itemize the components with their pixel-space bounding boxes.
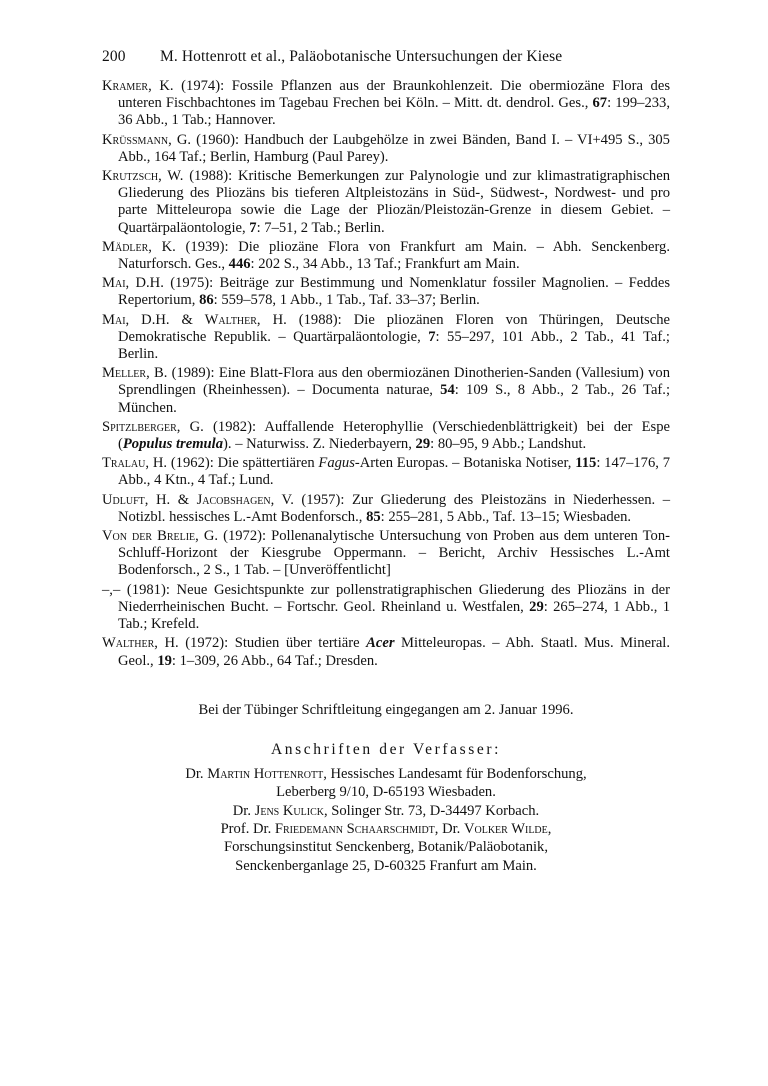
ref-title-pre: Auffallende Heterophyllie (Verschiedenblättrigkeit) bei der Espe ( — [118, 418, 670, 453]
reference-entry — [102, 275, 670, 309]
ref-rest: : 147–176, 7 Abb., 4 Ktn., 4 Taf.; Lund. — [118, 455, 671, 489]
ref-year: (1939): — [175, 238, 239, 255]
author-name: Martin Hottenrott — [207, 765, 324, 782]
ref-title-pre: Studien über tertiäre — [234, 635, 367, 652]
page-number: 200 — [102, 48, 126, 65]
ref-year: (1962): — [167, 455, 218, 472]
ref-volume: 7 — [428, 328, 436, 345]
reference-entry — [102, 365, 670, 417]
ref-author: Mai, D.H. & Walther, H. — [102, 311, 287, 328]
ref-rest: : 109 S., 8 Abb., 2 Tab., 26 Taf.; München. — [118, 382, 670, 416]
ref-year: (1988): — [286, 311, 354, 328]
author-name: Jens Kulick — [254, 802, 324, 819]
ref-taxon: Populus tremula — [122, 436, 224, 453]
ref-title: Die pliozäne Flora von Frankfurt am Main. – Abh. Senckenberg. Naturforsch. Ges., — [118, 238, 671, 273]
address-line: Senckenberganlage 25, D-60325 Franfurt am Main. — [235, 857, 537, 874]
address-text: , Solinger Str. 73, D-34497 Korbach. — [323, 802, 540, 819]
ref-volume: 54 — [440, 382, 455, 399]
ref-author: Meller, B. — [102, 365, 168, 382]
ref-taxon: Acer — [366, 635, 395, 652]
ref-rest: : 559–578, 1 Abb., 1 Tab., Taf. 33–37; Berlin. — [213, 292, 480, 309]
author-name: Friedemann Schaarschmidt — [274, 820, 435, 837]
ref-rest: : 7–51, 2 Tab.; Berlin. — [256, 219, 385, 236]
ref-title: Fossile Pflanzen aus der Braunkohlenzeit. Die obermiozäne Flora des unteren Fischbachtones im Tagebau Frechen bei Köln. – Mitt. dt. dendrol. Ges., — [118, 78, 670, 112]
author-name: Volker Wilde — [463, 820, 548, 837]
ref-taxon: Fagus — [318, 455, 355, 472]
address-line: Forschungsinstitut Senckenberg, Botanik/Paläobotanik, — [223, 839, 548, 856]
running-title: M. Hottenrott et al., Paläobotanische Untersuchungen der Kiese — [160, 48, 563, 65]
ref-rest: : 199–233, 36 Abb., 1 Tab.; Hannover. — [118, 95, 670, 129]
received-note: Bei der Tübinger Schriftleitung eingegangen am 2. Januar 1996. — [198, 701, 574, 718]
ref-author: Von der Brelie, G. — [102, 528, 219, 545]
ref-year: (1957): — [293, 491, 352, 508]
ref-volume: 86 — [199, 292, 214, 309]
author-addresses — [102, 765, 670, 875]
address-line: Leberberg 9/10, D-65193 Wiesbaden. — [276, 784, 496, 801]
ref-year: (1974): — [173, 78, 232, 94]
ref-author: Walther, H. — [102, 635, 179, 652]
ref-volume: 115 — [575, 455, 597, 472]
reference-entry — [102, 312, 670, 364]
ref-author: Mai, D.H. — [102, 275, 164, 292]
ref-year: (1989): — [167, 365, 219, 382]
address-prefix: Dr. — [185, 765, 208, 782]
ref-author: Krutzsch, W. — [102, 168, 184, 185]
ref-author: Udluft, H. & Jacobshagen, V. — [102, 491, 294, 508]
reference-entry — [102, 635, 670, 669]
ref-volume: 19 — [157, 652, 172, 669]
addresses-heading: Anschriften der Verfasser: — [270, 740, 501, 758]
ref-volume: 29 — [415, 436, 431, 453]
ref-title: -Arten Europas. – Botaniska Notiser, — [354, 455, 576, 472]
ref-rest: : 80–95, 9 Abb.; Landshut. — [430, 436, 587, 453]
ref-author: Tralau, H. — [102, 455, 168, 472]
address-line — [102, 820, 670, 838]
ref-title: Handbuch der Laubgehölze in zwei Bänden, Band I. – VI+495 S., 305 Abb., 164 Taf.; Berlin, Hamburg (Paul Parey). — [118, 131, 670, 165]
reference-entry — [102, 528, 670, 580]
address-line — [102, 802, 670, 820]
ref-author: Krüssmann, G. — [102, 131, 192, 148]
address-prefix: Dr. — [232, 802, 255, 819]
ref-author: Kramer, K. — [102, 78, 174, 94]
ref-year: (1972): — [178, 635, 235, 652]
ref-title: Mitteleuropas. – Abh. Staatl. Mus. Mineral. Geol., — [118, 635, 671, 669]
address-text: , — [547, 820, 552, 837]
ref-rest: : 255–281, 5 Abb., Taf. 13–15; Wiesbaden. — [380, 508, 632, 525]
ref-title: Die pliozänen Floren von Thüringen, Deutsche Demokratische Republik. – Quartärpaläontologie, — [118, 311, 670, 345]
ref-rest: : 1–309, 26 Abb., 64 Taf.; Dresden. — [171, 652, 378, 669]
address-line — [102, 765, 670, 783]
ref-volume: 7 — [249, 219, 257, 236]
running-head — [102, 48, 670, 66]
ref-title: Eine Blatt-Flora aus den obermiozänen Dinotherien-Sanden (Vallesium) von Sprendlingen (Rheinhessen). – Documenta naturae, — [118, 365, 670, 399]
address-prefix: Prof. Dr. — [220, 820, 275, 837]
address-text: , Dr. — [434, 820, 464, 837]
ref-year: (1960): — [191, 131, 245, 148]
ref-rest: : 202 S., 34 Abb., 13 Taf.; Frankfurt am Main. — [250, 256, 520, 273]
ref-volume: 446 — [228, 256, 251, 273]
reference-entry — [102, 419, 670, 453]
ref-title: Beiträge zur Bestimmung und Nomenklatur fossiler Magnolien. – Feddes Repertorium, — [118, 275, 671, 309]
page — [102, 48, 670, 875]
address-text: , Hessisches Landesamt für Bodenforschung, — [323, 765, 587, 782]
reference-entry — [102, 455, 670, 489]
reference-entry — [102, 168, 670, 237]
ref-title: Pollenanalytische Untersuchung von Proben aus dem unteren Ton-Schluff-Horizont der Kiesgrube Oppermann. – Bericht, Archiv Hessisches L.-Amt Bodenforsch., 2 S., 1 Tab. – [Unveröffentlicht] — [118, 528, 670, 579]
ref-year: (1988): — [183, 168, 238, 185]
ref-year: (1981): — [120, 581, 177, 598]
ref-title-pre: Die spättertiären — [217, 455, 319, 472]
reference-entry — [102, 132, 670, 166]
ref-year: (1975): — [163, 275, 220, 292]
reference-list — [102, 78, 670, 670]
reference-entry — [102, 239, 670, 273]
ref-title: Zur Gliederung des Pleistozäns in Niederhessen. – Notizbl. hessisches L.-Amt Bodenforsch., — [118, 491, 671, 525]
ref-rest: : 265–274, 1 Abb., 1 Tab.; Krefeld. — [118, 598, 671, 633]
ref-year: (1972): — [218, 528, 272, 545]
ref-volume: 67 — [592, 95, 608, 112]
ref-year: (1982): — [203, 418, 265, 435]
ref-author: Spitzlberger, G. — [102, 418, 204, 435]
ref-volume: 29 — [529, 598, 544, 615]
reference-entry — [102, 492, 670, 526]
ref-title: ). – Naturwiss. Z. Niederbayern, — [223, 436, 416, 453]
reference-entry — [102, 582, 670, 634]
ref-title: Neue Gesichtspunkte zur pollenstratigraphischen Gliederung des Pliozäns in der Niederrheinischen Bucht. – Fortschr. Geol. Rheinland u. Westfalen, — [118, 581, 670, 615]
ref-rest: : 55–297, 101 Abb., 2 Tab., 41 Taf.; Berlin. — [118, 328, 670, 363]
ref-author: Mädler, K. — [102, 238, 176, 255]
reference-entry — [102, 78, 670, 130]
ref-volume: 85 — [366, 508, 381, 525]
ref-title: Kritische Bemerkungen zur Palynologie und zur klimastratigraphischen Gliederung des Pliozäns bis tieferen Altpleistozäns in Süd-, Südwest-, Nordwest- und pro parte Mitteleuropa sowie die Lage der Pliozän/Pleistozän-Grenze in diesem Gebiet. – Quartärpaläontologie, — [118, 168, 671, 236]
ref-author: –,– — [102, 581, 121, 598]
